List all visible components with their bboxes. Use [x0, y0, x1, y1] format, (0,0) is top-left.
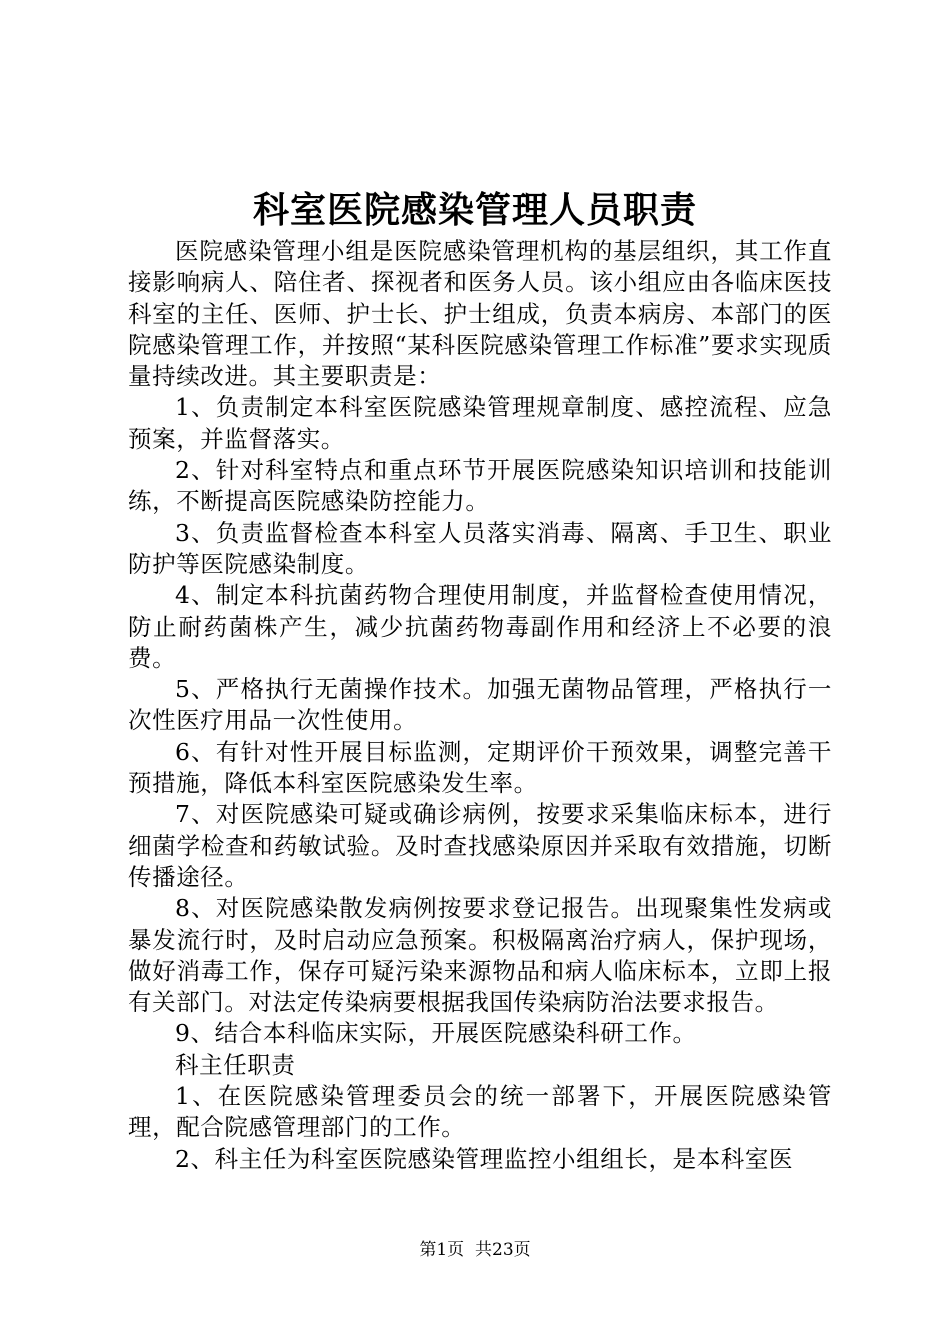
page-footer	[0, 1238, 950, 1262]
paragraph-director-item-1: 1、在医院感染管理委员会的统一部署下，开展医院感染管理，配合院感管理部门的工作。	[128, 1082, 832, 1142]
paragraph-item-4: 4、制定本科抗菌药物合理使用制度，并监督检查使用情况，防止耐药菌株产生，减少抗菌药物毒副作用和经济上不必要的浪费。	[128, 581, 832, 672]
paragraph-item-7: 7、对医院感染可疑或确诊病例，按要求采集临床标本，进行细菌学检查和药敏试验。及时查找感染原因并采取有效措施，切断传播途径。	[128, 800, 832, 891]
page-total: 共23页	[475, 1240, 531, 1260]
footer-spacer	[464, 1240, 475, 1260]
paragraph-item-9: 9、结合本科临床实际，开展医院感染科研工作。	[175, 1019, 697, 1048]
page-number: 第1页	[419, 1240, 465, 1260]
section-heading-director: 科主任职责	[175, 1050, 296, 1079]
paragraph-item-1: 1、负责制定本科室医院感染管理规章制度、感控流程、应急预案，并监督落实。	[128, 393, 832, 453]
paragraph-item-5: 5、严格执行无菌操作技术。加强无菌物品管理，严格执行一次性医疗用品一次性使用。	[128, 675, 832, 735]
paragraph-item-8: 8、对医院感染散发病例按要求登记报告。出现聚集性发病或暴发流行时，及时启动应急预案。积极隔离治疗病人，保护现场，做好消毒工作，保存可疑污染来源物品和病人临床标本，立即上报有关部门。对法定传染病要根据我国传染病防治法要求报告。	[128, 894, 832, 1017]
paragraph-item-6: 6、有针对性开展目标监测，定期评价干预效果，调整完善干预措施，降低本科室医院感染发生率。	[128, 737, 832, 798]
paragraph-director-item-2: 2、科主任为科室医院感染管理监控小组组长，是本科室医	[175, 1144, 794, 1173]
document-body	[128, 236, 832, 1175]
paragraph-intro: 医院感染管理小组是医院感染管理机构的基层组织，其工作直接影响病人、陪住者、探视者和医务人员。该小组应由各临床医技科室的主任、医师、护士长、护士组成，负责本病房、本部门的医院感染管理工作，并按照“某科医院感染管理工作标准”要求实现质量持续改进。其主要职责是：	[128, 237, 832, 391]
document-title: 科室医院感染管理人员职责	[252, 189, 697, 231]
paragraph-item-3: 3、负责监督检查本科室人员落实消毒、隔离、手卫生、职业防护等医院感染制度。	[128, 518, 832, 578]
paragraph-item-2: 2、针对科室特点和重点环节开展医院感染知识培训和技能训练，不断提高医院感染防控能力。	[128, 456, 832, 516]
